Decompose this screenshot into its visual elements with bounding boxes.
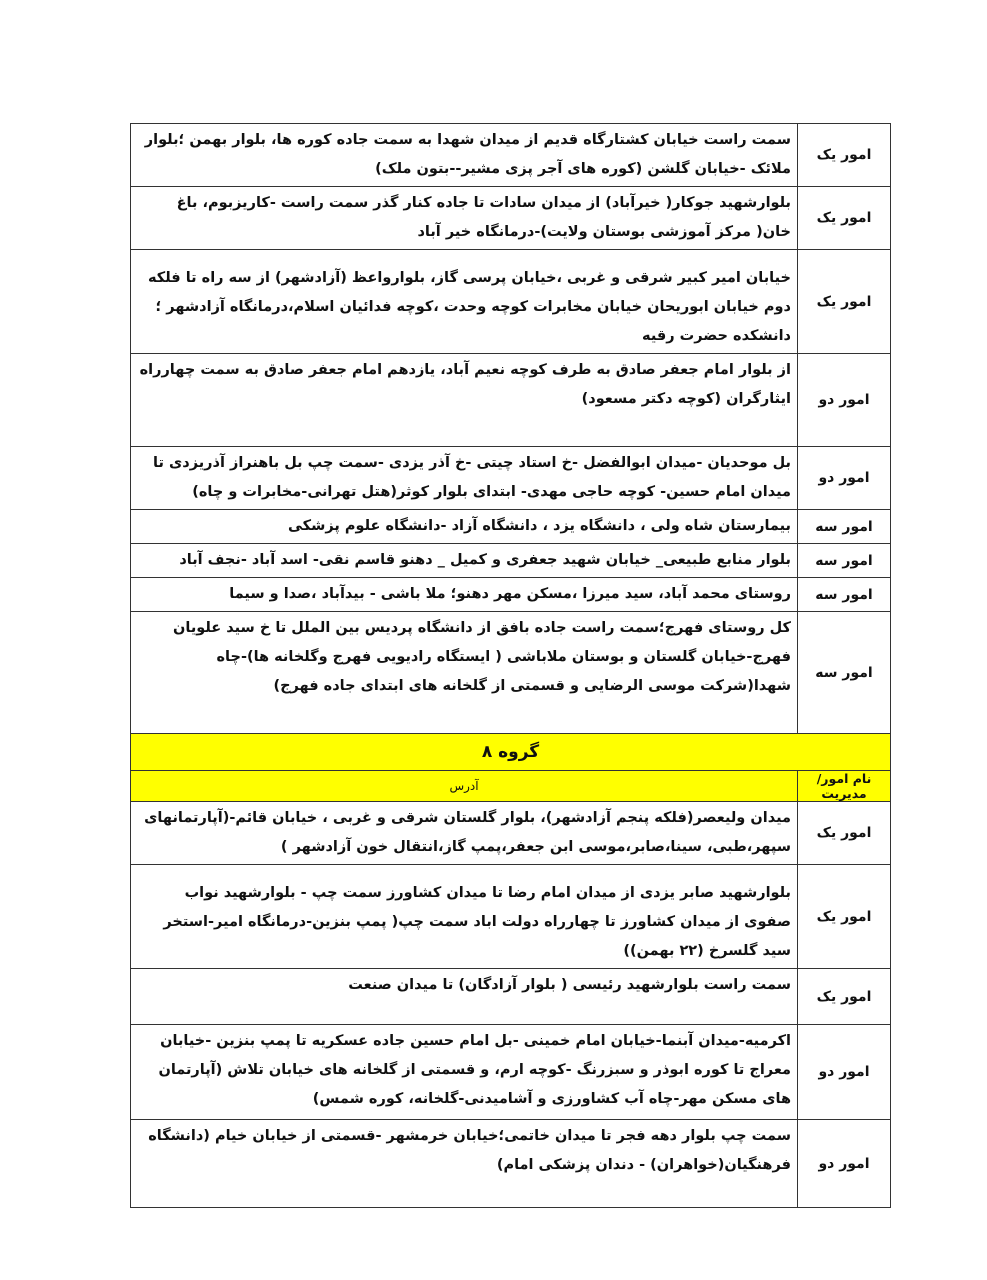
table-row bbox=[131, 578, 891, 612]
group-title: گروه ۸ bbox=[131, 734, 891, 771]
document-page bbox=[130, 123, 891, 1208]
unit-name-cell: امور دو bbox=[798, 447, 891, 510]
address-cell: بلوارشهید صابر یزدی از میدان امام رضا تا میدان کشاورز سمت چپ - بلوارشهید نواب صفوی از میدان کشاورز تا چهارراه دولت اباد سمت چپ( پمپ بنزین-درمانگاه امیر-استخر سید گلسرخ (۲۲ بهمن)) bbox=[131, 865, 798, 969]
unit-name-cell: امور دو bbox=[798, 1025, 891, 1120]
table-row bbox=[131, 354, 891, 447]
table-row bbox=[131, 865, 891, 969]
unit-name-cell: امور یک bbox=[798, 187, 891, 250]
address-cell: بلوارشهید جوکار( خیرآباد) از میدان سادات تا جاده کنار گذر سمت راست -کاریزبوم، باغ خان( مرکز آموزشی بوستان ولایت)-درمانگاه خیر آباد bbox=[131, 187, 798, 250]
table-row bbox=[131, 510, 891, 544]
table-row bbox=[131, 969, 891, 1025]
table-row bbox=[131, 802, 891, 865]
address-cell: بل موحدیان -میدان ابوالفضل -خ استاد چیتی -خ آذر یزدی -سمت چپ بل باهنراز آذریزدی تا میدان امام حسین- کوچه حاجی مهدی- ابتدای بلوار کوثر(هتل تهرانی-مخابرات و چاه) bbox=[131, 447, 798, 510]
table-row bbox=[131, 187, 891, 250]
table-row bbox=[131, 447, 891, 510]
table-row bbox=[131, 1120, 891, 1208]
table-body-group bbox=[131, 802, 891, 1208]
table-row bbox=[131, 544, 891, 578]
address-cell: سمت راست خیابان کشتارگاه قدیم از میدان شهدا به سمت جاده کوره ها، بلوار بهمن ؛بلوار ملائک -خیابان گلشن (کوره های آجر پزی مشیر--بتون ملک) bbox=[131, 124, 798, 187]
unit-name-cell: امور یک bbox=[798, 124, 891, 187]
address-cell: سمت راست بلوارشهید رئیسی ( بلوار آزادگان) تا میدان صنعت bbox=[131, 969, 798, 1025]
address-cell: کل روستای فهرج؛سمت راست جاده بافق از دانشگاه پردیس بین الملل تا خ سید علویان فهرج-خیابان گلستان و بوستان ملاباشی ( ایستگاه رادیویی فهرج وگلخانه ها)-چاه شهدا(شرکت موسی الرضایی و قسمتی از گلخانه های ابتدای جاده فهرج) bbox=[131, 612, 798, 734]
column-header-address: آدرس bbox=[131, 771, 798, 802]
table-row bbox=[131, 250, 891, 354]
address-cell: خیابان امیر کبیر شرقی و غربی ،خیابان پرسی گاز، بلواروا‌عظ (آزادشهر) از سه راه تا فلکه دوم خیابان ابوریحان خیابان مخابرات کوچه وحدت ،کوچه فدائیان اسلام،درمانگاه آزادشهر ؛دانشکده حضرت رقیه bbox=[131, 250, 798, 354]
address-cell: بلوار منابع طبیعی_ خیابان شهید جعفری و کمیل _ دهنو قاسم نقی- اسد آباد -نجف آباد bbox=[131, 544, 798, 578]
unit-name-cell: امور یک bbox=[798, 802, 891, 865]
unit-name-cell: امور یک bbox=[798, 250, 891, 354]
unit-name-cell: امور یک bbox=[798, 865, 891, 969]
address-cell: سمت چپ بلوار دهه فجر تا میدان خاتمی؛خیابان خرمشهر -قسمتی از خیابان خیام (دانشگاه فرهنگیان(خواهران) - دندان پزشکی امام) bbox=[131, 1120, 798, 1208]
address-cell: میدان ولیعصر(فلکه پنجم آزادشهر)، بلوار گلستان شرقی و غربی ، خیابان قائم-(آپارتمانهای سپهر،طبی، سینا،صابر،موسی ابن جعفر،پمپ گاز،انتقال خون آزادشهر ) bbox=[131, 802, 798, 865]
unit-name-cell: امور سه bbox=[798, 510, 891, 544]
table-row bbox=[131, 124, 891, 187]
unit-name-cell: امور دو bbox=[798, 1120, 891, 1208]
table-row bbox=[131, 612, 891, 734]
unit-name-cell: امور سه bbox=[798, 544, 891, 578]
group-section bbox=[131, 734, 891, 802]
address-table bbox=[130, 123, 891, 1208]
table-row bbox=[131, 1025, 891, 1120]
unit-name-cell: امور یک bbox=[798, 969, 891, 1025]
column-header-unit: نام امور/مدیریت bbox=[798, 771, 891, 802]
address-cell: اکرمیه-میدان آبنما-خیابان امام خمینی -بل امام حسین جاده عسکریه تا پمپ بنزین -خیابان معراج تا کوره ابوذر و سبزرنگ -کوچه ارم، و قسمتی از گلخانه های خیابان تلاش (آپارتمان های مسکن مهر-چاه آب کشاورزی و آشامیدنی-گلخانه، کوره شمس) bbox=[131, 1025, 798, 1120]
table-body-top bbox=[131, 124, 891, 734]
unit-name-cell: امور سه bbox=[798, 578, 891, 612]
address-cell: روستای محمد آباد، سید میرزا ،مسکن مهر دهنو؛ ملا باشی - بیدآباد ،صدا و سیما bbox=[131, 578, 798, 612]
unit-name-cell: امور سه bbox=[798, 612, 891, 734]
address-cell: بیمارستان شاه ولی ، دانشگاه یزد ، دانشگاه آزاد -دانشگاه علوم پزشکی bbox=[131, 510, 798, 544]
unit-name-cell: امور دو bbox=[798, 354, 891, 447]
address-cell: از بلوار امام جعفر صادق به طرف کوچه نعیم آباد، یازدهم امام جعفر صادق به سمت چهارراه ایثارگران (کوچه دکتر مسعود) bbox=[131, 354, 798, 447]
